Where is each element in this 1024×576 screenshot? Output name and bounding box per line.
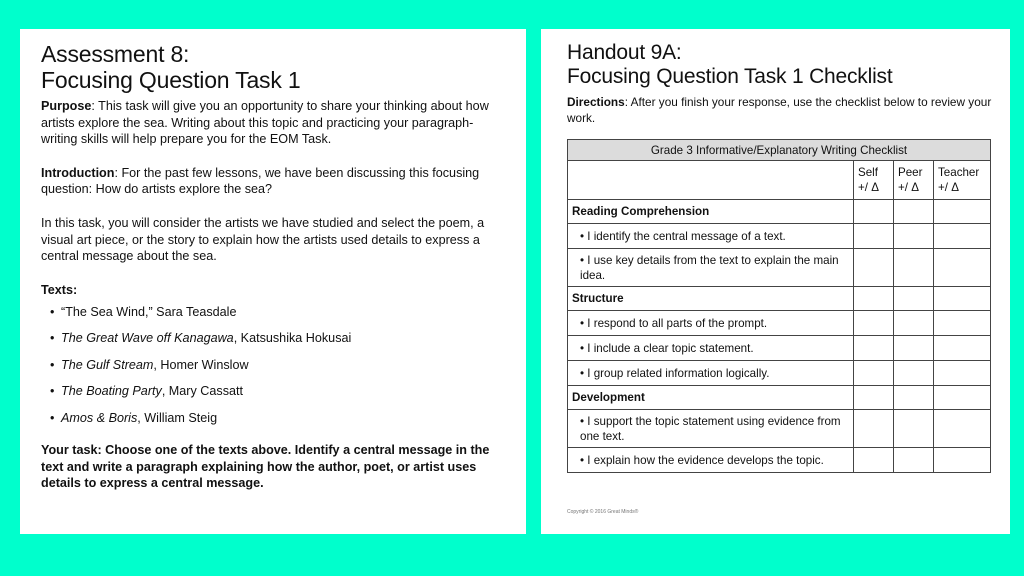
directions-paragraph: [567, 95, 992, 126]
checklist-item: • I group related information logically.: [568, 361, 854, 386]
criteria-header-cell: [568, 161, 854, 200]
bullet-icon: •: [50, 410, 55, 425]
task-intro-paragraph: In this task, you will consider the artists we have studied and select the poem, a visual art piece, or the story to explain how the artists used details to express a central message about the sea.: [41, 215, 485, 264]
check-cell[interactable]: [934, 224, 991, 249]
check-cell[interactable]: [894, 287, 934, 311]
bullet-icon: •: [50, 384, 55, 399]
writing-checklist-table: [567, 139, 991, 473]
checklist-item: • I identify the central message of a text.: [568, 224, 854, 249]
section-development: Development: [568, 386, 854, 410]
check-cell[interactable]: [854, 311, 894, 336]
introduction-label: Introduction: [41, 165, 115, 180]
introduction-paragraph: [41, 165, 504, 198]
handout-title: [567, 41, 992, 89]
list-item: [41, 357, 504, 373]
bullet-icon: •: [50, 304, 55, 319]
check-cell[interactable]: [934, 386, 991, 410]
checklist-item: • I use key details from the text to explain the main idea.: [568, 249, 854, 287]
checklist-item: • I respond to all parts of the prompt.: [568, 311, 854, 336]
section-reading-comprehension: Reading Comprehension: [568, 200, 854, 224]
check-cell[interactable]: [934, 200, 991, 224]
check-cell[interactable]: [854, 410, 894, 448]
peer-column-header: Peer +/ Δ: [894, 161, 934, 200]
check-cell[interactable]: [894, 386, 934, 410]
text-author: , Katsushika Hokusai: [233, 331, 352, 346]
assessment-title-line2: Focusing Question Task 1: [41, 67, 301, 93]
check-cell[interactable]: [854, 249, 894, 287]
text-title: “The Sea Wind,”: [61, 304, 153, 319]
list-item: [41, 304, 504, 320]
check-cell[interactable]: [854, 448, 894, 473]
check-cell[interactable]: [894, 224, 934, 249]
checklist-table-title: Grade 3 Informative/Explanatory Writing Checklist: [568, 140, 991, 161]
check-cell[interactable]: [854, 336, 894, 361]
purpose-text: : This task will give you an opportunity to share your thinking about how artists explore the sea. Writing about this topic and practicing your paragraph-writing skills will help prepare you for the EOM Task.: [41, 99, 489, 147]
text-title: The Great Wave off Kanagawa: [61, 331, 234, 346]
purpose-paragraph: [41, 98, 504, 148]
your-task-paragraph: Your task: Choose one of the texts above. Identify a central message in the text and write a paragraph explaining how the author, poet, or artist uses details to express a central message.: [41, 442, 490, 491]
check-cell[interactable]: [934, 410, 991, 448]
check-cell[interactable]: [894, 361, 934, 386]
check-cell[interactable]: [854, 200, 894, 224]
check-cell[interactable]: [854, 361, 894, 386]
text-title: The Gulf Stream: [61, 357, 154, 372]
handout-title-line1: Handout 9A:: [567, 41, 682, 64]
handout-title-line2: Focusing Question Task 1 Checklist: [567, 65, 893, 88]
copyright-notice: Copyright © 2016 Great Minds®: [567, 509, 639, 515]
check-cell[interactable]: [894, 448, 934, 473]
bullet-icon: •: [50, 357, 55, 372]
handout-page: [541, 29, 1010, 534]
list-item: [41, 410, 504, 426]
list-item: [41, 330, 504, 346]
directions-text: : After you finish your response, use the checklist below to review your work.: [567, 95, 992, 125]
section-structure: Structure: [568, 287, 854, 311]
check-cell[interactable]: [934, 311, 991, 336]
introduction-text: : For the past few lessons, we have been discussing this focusing question: How do artists explore the sea?: [41, 165, 480, 197]
bullet-icon: •: [50, 331, 55, 346]
check-cell[interactable]: [934, 336, 991, 361]
text-author: Sara Teasdale: [152, 304, 237, 319]
text-author: , William Steig: [137, 410, 218, 425]
purpose-label: Purpose: [41, 99, 92, 113]
text-title: Amos & Boris: [61, 410, 138, 425]
checklist-item: • I explain how the evidence develops the topic.: [568, 448, 854, 473]
text-title: The Boating Party: [61, 384, 162, 399]
check-cell[interactable]: [934, 249, 991, 287]
check-cell[interactable]: [934, 448, 991, 473]
self-column-header: Self +/ Δ: [854, 161, 894, 200]
assessment-title-line1: Assessment 8:: [41, 41, 190, 67]
check-cell[interactable]: [854, 386, 894, 410]
check-cell[interactable]: [894, 200, 934, 224]
check-cell[interactable]: [894, 336, 934, 361]
text-author: , Homer Winslow: [153, 357, 249, 372]
directions-label: Directions: [567, 95, 625, 109]
check-cell[interactable]: [854, 224, 894, 249]
checklist-item: • I support the topic statement using evidence from one text.: [568, 410, 854, 448]
checklist-item: • I include a clear topic statement.: [568, 336, 854, 361]
check-cell[interactable]: [894, 249, 934, 287]
texts-heading: Texts:: [41, 282, 78, 297]
texts-list: [41, 304, 504, 426]
text-author: , Mary Cassatt: [161, 384, 243, 399]
check-cell[interactable]: [934, 287, 991, 311]
assessment-title: [41, 41, 504, 93]
list-item: [41, 383, 504, 399]
check-cell[interactable]: [894, 410, 934, 448]
check-cell[interactable]: [894, 311, 934, 336]
teacher-column-header: Teacher +/ Δ: [934, 161, 991, 200]
assessment-page: [20, 29, 526, 534]
check-cell[interactable]: [854, 287, 894, 311]
check-cell[interactable]: [934, 361, 991, 386]
